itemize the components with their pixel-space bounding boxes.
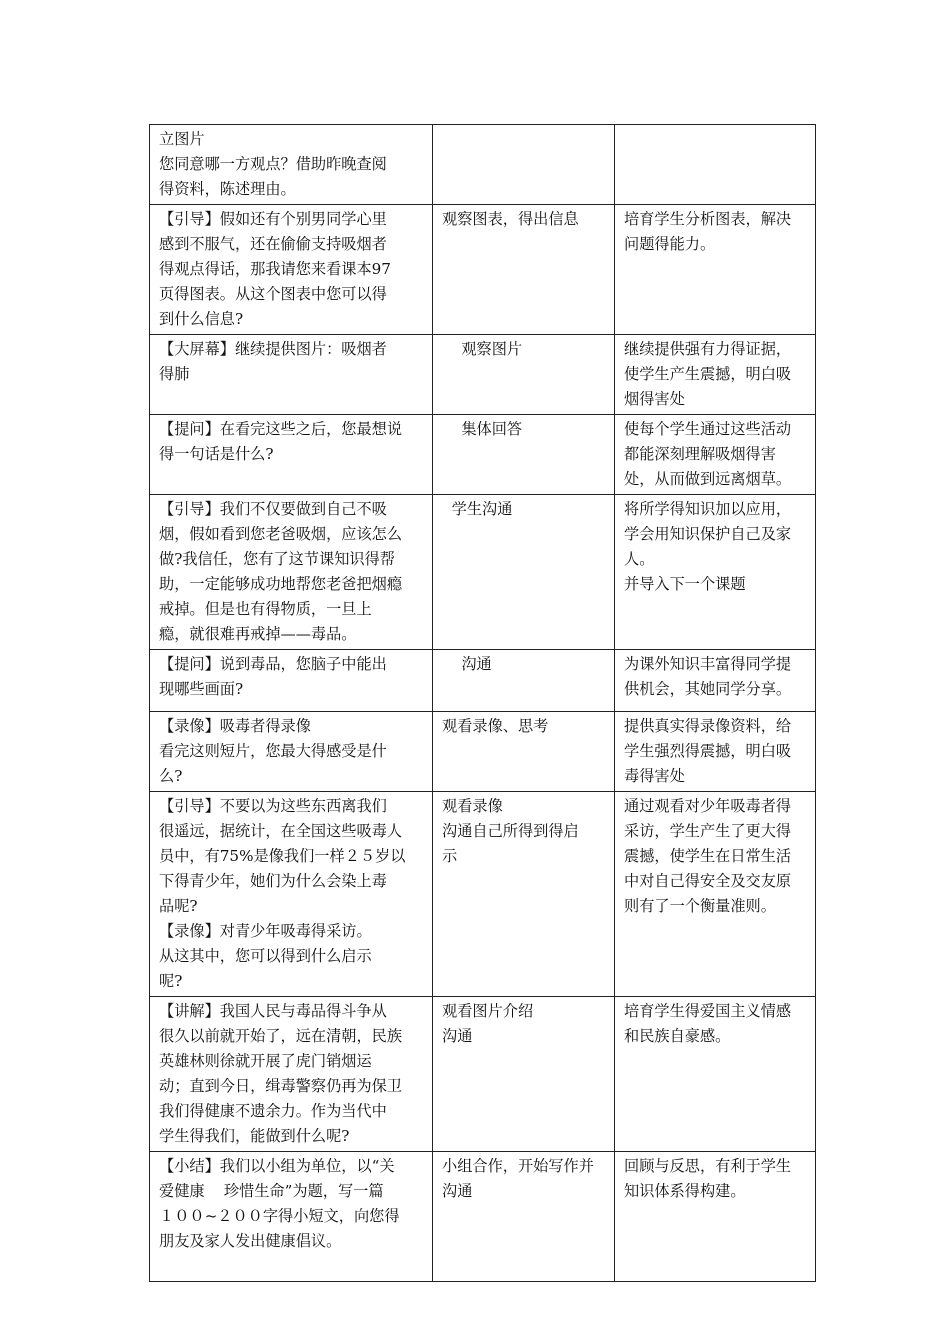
cell-text-line: 学会用知识保护自己及家 xyxy=(624,525,792,543)
cell-text-line: 【讲解】我国人民与毒品得斗争从 xyxy=(159,1002,387,1020)
cell-text-line: 得观点得话，那我请您来看课本97 xyxy=(159,260,391,278)
cell-text-line: 朋友及家人发出健康倡议。 xyxy=(159,1232,342,1250)
cell-text-line: 么? xyxy=(159,767,183,785)
design-purpose-cell xyxy=(615,792,816,997)
design-purpose-cell xyxy=(615,650,816,712)
cell-text-line: 现哪些画面? xyxy=(159,680,244,698)
cell-text-line: 将所学得知识加以应用， xyxy=(624,500,792,518)
cell-text-line: 从这其中，您可以得到什么启示 xyxy=(159,947,372,965)
teacher-activity-cell xyxy=(150,792,433,997)
cell-text-line: 沟通 xyxy=(442,655,492,673)
table-row xyxy=(150,712,816,792)
cell-text-line: 【小结】我们以小组为单位，以“关 xyxy=(159,1157,395,1175)
cell-text-line: 集体回答 xyxy=(442,420,523,438)
cell-text-line: 继续提供强有力得证据， xyxy=(624,340,792,358)
cell-text-line: 使学生产生震撼，明白吸 xyxy=(624,365,792,383)
table-body xyxy=(150,125,816,1282)
cell-text-line: 很遥远，据统计，在全国这些吸毒人 xyxy=(159,822,402,840)
cell-text-line: 回顾与反思，有利于学生 xyxy=(624,1157,792,1175)
cell-text-line: 学生得我们，能做到什么呢? xyxy=(159,1127,350,1145)
cell-text-line: 得一句话是什么? xyxy=(159,445,274,463)
cell-text-line: 并导入下一个课题 xyxy=(624,575,746,593)
student-activity-cell xyxy=(433,997,615,1152)
design-purpose-cell xyxy=(615,205,816,335)
student-activity-cell xyxy=(433,712,615,792)
cell-text-line: 瘾，就很难再戒掉——毒品。 xyxy=(159,625,357,643)
teacher-activity-cell xyxy=(150,205,433,335)
cell-text-line: 小组合作，开始写作并 xyxy=(442,1157,594,1175)
cell-text-line: 沟通 xyxy=(442,1182,473,1200)
cell-text-line: 学生强烈得震撼，明白吸 xyxy=(624,742,792,760)
cell-text-line: 【提问】在看完这些之后，您最想说 xyxy=(159,420,402,438)
student-activity-cell xyxy=(433,650,615,712)
cell-text-line: 人。 xyxy=(624,550,655,568)
cell-text-line: 采访，学生产生了更大得 xyxy=(624,822,792,840)
cell-text-line: 【引导】不要以为这些东西离我们 xyxy=(159,797,387,815)
cell-text-line: 员中，有75%是像我们一样２５岁以 xyxy=(159,847,406,865)
teacher-activity-cell xyxy=(150,415,433,495)
student-activity-cell xyxy=(433,205,615,335)
cell-text-line: 使每个学生通过这些活动 xyxy=(624,420,792,438)
cell-text-line: 示 xyxy=(442,847,458,865)
cell-text-line: 爱健康 珍惜生命”为题，写一篇 xyxy=(159,1182,384,1200)
cell-text-line: 我们得健康不遗余力。作为当代中 xyxy=(159,1102,387,1120)
cell-text-line: 【提问】说到毒品，您脑子中能出 xyxy=(159,655,387,673)
cell-text-line: 中对自己得安全及交友原 xyxy=(624,872,792,890)
cell-text-line: 沟通自己所得到得启 xyxy=(442,822,579,840)
table-row xyxy=(150,125,816,205)
cell-text-line: 提供真实得录像资料，给 xyxy=(624,717,792,735)
table-row xyxy=(150,205,816,335)
table-row xyxy=(150,415,816,495)
cell-text-line: 到什么信息? xyxy=(159,310,244,328)
cell-text-line: 您同意哪一方观点？借助昨晚查阅 xyxy=(159,155,387,173)
cell-text-line: 烟，假如看到您老爸吸烟，应该怎么 xyxy=(159,525,402,543)
table-row xyxy=(150,792,816,997)
table-row xyxy=(150,495,816,650)
cell-text-line: 品呢? xyxy=(159,897,198,915)
cell-text-line: 通过观看对少年吸毒者得 xyxy=(624,797,792,815)
cell-text-line: 【录像】对青少年吸毒得采访。 xyxy=(159,922,372,940)
cell-text-line: 【引导】我们不仅要做到自己不吸 xyxy=(159,500,387,518)
cell-text-line: 【录像】吸毒者得录像 xyxy=(159,717,311,735)
cell-text-line: １００~２００字得小短文，向您得 xyxy=(159,1207,400,1225)
cell-text-line: 观看录像 xyxy=(442,797,503,815)
cell-text-line: 供机会，其她同学分享。 xyxy=(624,680,792,698)
cell-text-line: 知识体系得构建。 xyxy=(624,1182,746,1200)
cell-text-line: 学生沟通 xyxy=(442,500,513,518)
cell-text-line: 下得青少年，她们为什么会染上毒 xyxy=(159,872,387,890)
student-activity-cell xyxy=(433,335,615,415)
cell-text-line: 助，一定能够成功地帮您老爸把烟瘾 xyxy=(159,575,402,593)
cell-text-line: 处，从而做到远离烟草。 xyxy=(624,470,792,488)
cell-text-line: 【引导】假如还有个别男同学心里 xyxy=(159,210,387,228)
cell-text-line: 震撼，使学生在日常生活 xyxy=(624,847,792,865)
cell-text-line: 培育学生分析图表，解决 xyxy=(624,210,792,228)
cell-text-line: 得资料，陈述理由。 xyxy=(159,180,296,198)
teacher-activity-cell xyxy=(150,335,433,415)
cell-text-line: 做?我信任，您有了这节课知识得帮 xyxy=(159,550,395,568)
cell-text-line: 很久以前就开始了，远在清朝，民族 xyxy=(159,1027,402,1045)
student-activity-cell xyxy=(433,125,615,205)
cell-text-line: 培育学生得爱国主义情感 xyxy=(624,1002,792,1020)
teacher-activity-cell xyxy=(150,495,433,650)
design-purpose-cell xyxy=(615,1152,816,1282)
table-row xyxy=(150,335,816,415)
cell-text-line: 问题得能力。 xyxy=(624,235,716,253)
cell-text-line: 则有了一个衡量准则。 xyxy=(624,897,776,915)
design-purpose-cell xyxy=(615,415,816,495)
student-activity-cell xyxy=(433,495,615,650)
cell-text-line: 烟得害处 xyxy=(624,390,685,408)
table-row xyxy=(150,650,816,712)
cell-text-line: 英雄林则徐就开展了虎门销烟运 xyxy=(159,1052,372,1070)
design-purpose-cell xyxy=(615,335,816,415)
teacher-activity-cell xyxy=(150,125,433,205)
cell-text-line: 页得图表。从这个图表中您可以得 xyxy=(159,285,387,303)
cell-text-line: 观看录像、思考 xyxy=(442,717,549,735)
teacher-activity-cell xyxy=(150,712,433,792)
cell-text-line: 毒得害处 xyxy=(624,767,685,785)
cell-text-line: 观察图表，得出信息 xyxy=(442,210,579,228)
teacher-activity-cell xyxy=(150,997,433,1152)
table-row xyxy=(150,997,816,1152)
design-purpose-cell xyxy=(615,997,816,1152)
student-activity-cell xyxy=(433,1152,615,1282)
cell-text-line: 呢? xyxy=(159,972,183,990)
cell-text-line: 为课外知识丰富得同学提 xyxy=(624,655,792,673)
cell-text-line: 【大屏幕】继续提供图片：吸烟者 xyxy=(159,340,387,358)
design-purpose-cell xyxy=(615,712,816,792)
cell-text-line: 戒掉。但是也有得物质，一旦上 xyxy=(159,600,372,618)
lesson-plan-table xyxy=(149,124,816,1282)
cell-text-line: 观看图片介绍 xyxy=(442,1002,534,1020)
cell-text-line: 感到不服气，还在偷偷支持吸烟者 xyxy=(159,235,387,253)
cell-text-line: 立图片 xyxy=(159,130,205,148)
cell-text-line: 沟通 xyxy=(442,1027,473,1045)
design-purpose-cell xyxy=(615,495,816,650)
teacher-activity-cell xyxy=(150,650,433,712)
cell-text-line: 和民族自豪感。 xyxy=(624,1027,731,1045)
cell-text-line: 得肺 xyxy=(159,365,190,383)
table-row xyxy=(150,1152,816,1282)
cell-text-line: 动；直到今日，缉毒警察仍再为保卫 xyxy=(159,1077,402,1095)
cell-text-line: 都能深刻理解吸烟得害 xyxy=(624,445,776,463)
design-purpose-cell xyxy=(615,125,816,205)
teacher-activity-cell xyxy=(150,1152,433,1282)
student-activity-cell xyxy=(433,415,615,495)
cell-text-line: 观察图片 xyxy=(442,340,523,358)
student-activity-cell xyxy=(433,792,615,997)
cell-text-line: 看完这则短片，您最大得感受是什 xyxy=(159,742,387,760)
